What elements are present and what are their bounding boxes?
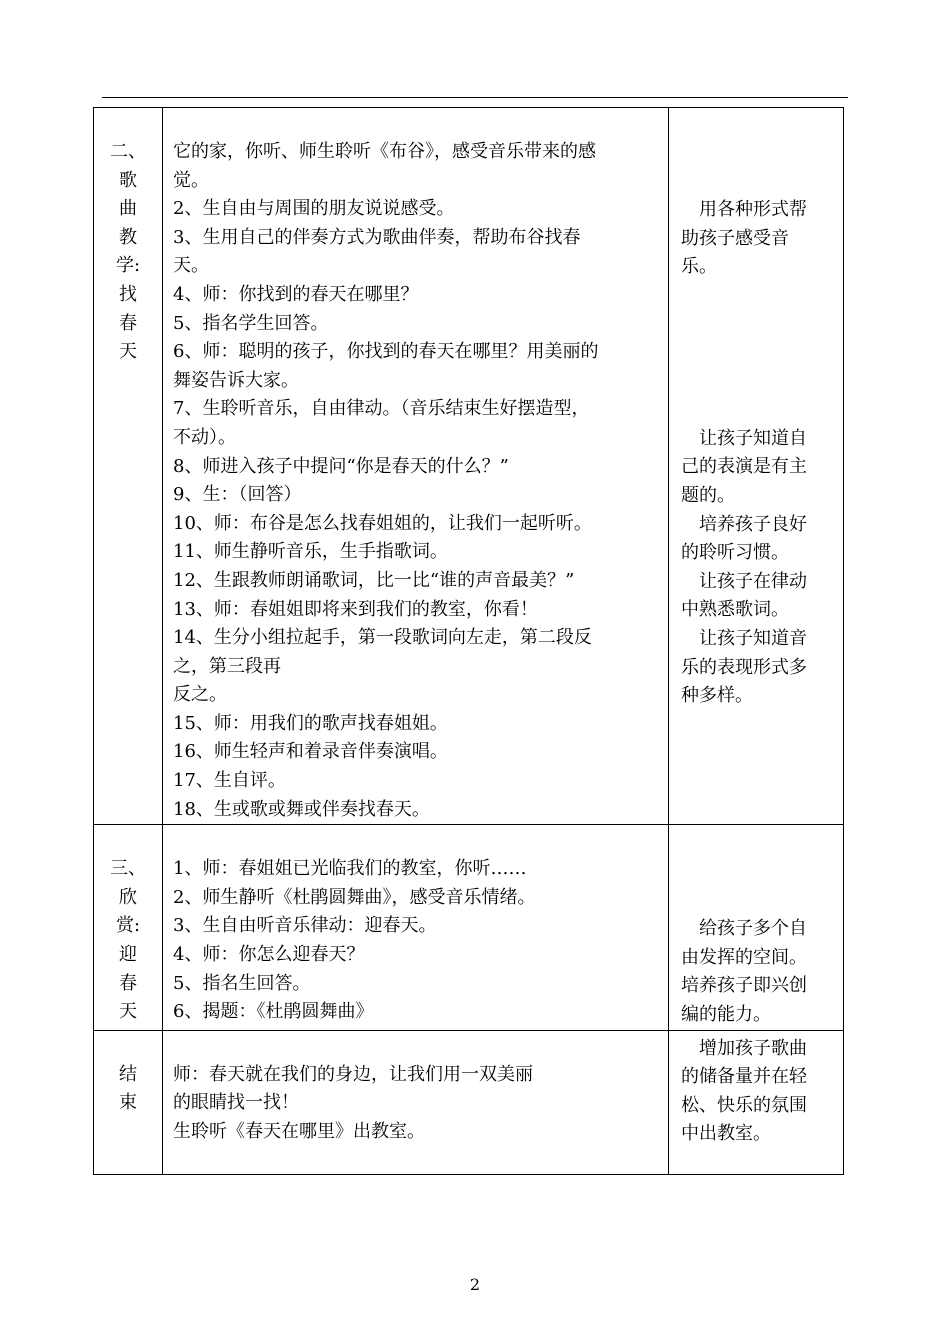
stage-char: 结 <box>119 1063 137 1085</box>
intent-line: 给孩子多个自 <box>699 918 807 940</box>
stage-char: 曲 <box>119 198 137 220</box>
stage-char: 春 <box>119 312 137 334</box>
activity-line: 生聆听《春天在哪里》出教室。 <box>173 1120 425 1142</box>
activity-line: 3、生用自己的伴奏方式为歌曲伴奏，帮助布谷找春 <box>173 226 581 248</box>
activity-line: 11、师生静听音乐，生手指歌词。 <box>173 541 448 563</box>
activity-line: 6、师：聪明的孩子，你找到的春天在哪里？用美丽的 <box>173 341 599 363</box>
stage-cell <box>94 825 163 1030</box>
table-row <box>94 108 844 825</box>
activity-line: 天。 <box>173 255 209 277</box>
activity-line: 的眼睛找一找！ <box>173 1092 299 1114</box>
activity-line: 舞姿告诉大家。 <box>173 369 299 391</box>
activity-line: 16、师生轻声和着录音伴奏演唱。 <box>173 741 448 763</box>
intent-line: 中熟悉歌词。 <box>681 599 789 621</box>
intent-note <box>681 1035 833 1149</box>
intent-line: 助孩子感受音 <box>681 227 789 249</box>
page-number: 2 <box>469 1275 481 1294</box>
activity-line: 7、生聆听音乐，自由律动。（音乐结束生好摆造型， <box>173 398 590 420</box>
intent-line: 乐。 <box>681 256 717 278</box>
stage-char: 春 <box>119 972 137 994</box>
activity-cell <box>163 825 669 1030</box>
intent-line: 己的表演是有主 <box>681 456 807 478</box>
intent-line: 乐的表现形式多 <box>681 656 807 678</box>
activity-line: 9、生：（回答） <box>173 484 302 506</box>
intent-line: 题的。 <box>681 484 735 506</box>
activity-line: 18、生或歌或舞或伴奏找春天。 <box>173 798 430 820</box>
intent-cell <box>669 825 844 1030</box>
intent-note <box>681 511 833 568</box>
table-row <box>94 825 844 1030</box>
stage-char: 天 <box>119 341 137 363</box>
activity-line: 1、师：春姐姐已光临我们的教室，你听…… <box>173 858 527 880</box>
activity-line: 17、生自评。 <box>173 770 286 792</box>
stage-char: 学: <box>115 255 141 277</box>
activity-line: 2、师生静听《杜鹃圆舞曲》，感受音乐情绪。 <box>173 886 536 908</box>
activity-cell <box>163 1030 669 1174</box>
intent-note <box>681 915 833 972</box>
intent-line: 增加孩子歌曲 <box>699 1037 807 1059</box>
intent-line: 用各种形式帮 <box>699 199 807 220</box>
stage-char: 迎 <box>119 944 137 966</box>
activity-line: 它的家，你听、师生聆听《布谷》，感受音乐带来的感 <box>173 141 596 162</box>
activity-line: 之，第三段再 <box>173 655 281 677</box>
activity-cell <box>163 108 669 825</box>
stage-char: 赏: <box>115 915 141 937</box>
activity-line: 12、生跟教师朗诵歌词，比一比“谁的声音最美？” <box>173 569 575 591</box>
activity-line: 15、师：用我们的歌声找春姐姐。 <box>173 712 448 734</box>
intent-cell <box>669 1030 844 1174</box>
activity-line: 13、师：春姐姐即将来到我们的教室，你看！ <box>173 598 538 620</box>
stage-char: 歌 <box>119 169 137 191</box>
activity-line: 8、师进入孩子中提问“你是春天的什么？” <box>173 455 509 477</box>
intent-line: 编的能力。 <box>681 1004 771 1026</box>
activity-line: 3、生自由听音乐律动：迎春天。 <box>173 915 437 937</box>
activity-line: 4、师：你找到的春天在哪里？ <box>173 283 419 305</box>
activity-line: 师：春天就在我们的身边，让我们用一双美丽 <box>173 1063 533 1085</box>
activity-line: 觉。 <box>173 169 209 191</box>
stage-char: 教 <box>119 226 137 248</box>
intent-note <box>681 972 833 1029</box>
stage-char: 束 <box>119 1092 137 1114</box>
activity-line: 不动）。 <box>173 426 236 448</box>
intent-line: 让孩子知道自 <box>699 427 807 449</box>
intent-note <box>681 625 833 711</box>
header-rule <box>102 97 848 98</box>
activity-line: 10、师：布谷是怎么找春姐姐的，让我们一起听听。 <box>173 512 592 534</box>
stage-char: 二、 <box>110 141 146 162</box>
table-row <box>94 1030 844 1174</box>
activity-line: 14、生分小组拉起手，第一段歌词向左走，第二段反 <box>173 627 592 649</box>
stage-char: 天 <box>119 1001 137 1023</box>
intent-note <box>681 568 833 625</box>
activity-line: 4、师：你怎么迎春天？ <box>173 944 365 966</box>
activity-line: 2、生自由与周围的朋友说说感受。 <box>173 198 455 220</box>
lesson-plan-table <box>93 107 844 1175</box>
intent-cell <box>669 108 844 825</box>
intent-line: 中出教室。 <box>681 1123 771 1145</box>
intent-line: 松、快乐的氛围 <box>681 1094 807 1116</box>
intent-line: 培养孩子即兴创 <box>681 975 807 997</box>
intent-note <box>681 196 833 282</box>
activity-line: 6、揭题：《杜鹃圆舞曲》 <box>173 1001 374 1023</box>
activity-line: 5、指名生回答。 <box>173 972 311 994</box>
stage-char: 找 <box>119 283 137 305</box>
intent-line: 培养孩子良好 <box>699 513 807 535</box>
intent-line: 的聆听习惯。 <box>681 542 789 564</box>
intent-line: 由发挥的空间。 <box>681 946 807 968</box>
stage-char: 三、 <box>110 858 146 880</box>
stage-cell <box>94 1030 163 1174</box>
stage-char: 欣 <box>119 886 137 908</box>
intent-line: 让孩子知道音 <box>699 627 807 649</box>
stage-cell <box>94 108 163 825</box>
intent-line: 让孩子在律动 <box>699 570 807 592</box>
activity-line: 反之。 <box>173 684 227 706</box>
activity-line: 5、指名学生回答。 <box>173 312 329 334</box>
intent-line: 种多样。 <box>681 685 753 707</box>
intent-note <box>681 425 833 511</box>
intent-line: 的储备量并在轻 <box>681 1066 807 1088</box>
